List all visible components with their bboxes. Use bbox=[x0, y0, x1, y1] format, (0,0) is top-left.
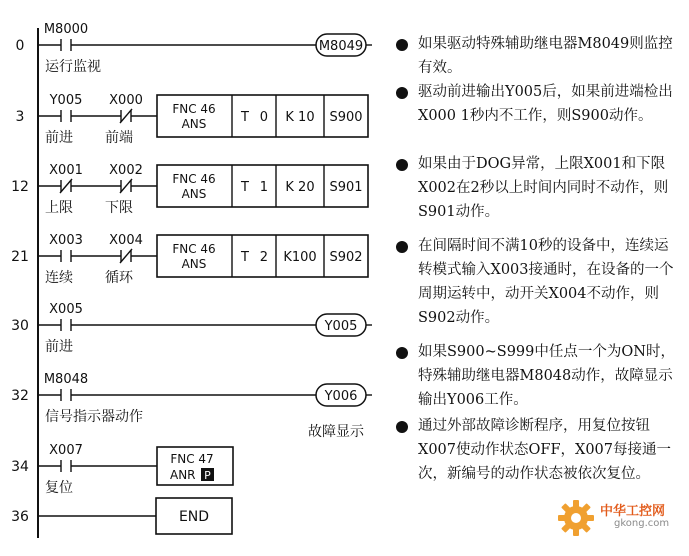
pulse-flag: P bbox=[204, 469, 211, 482]
bullet-icon bbox=[396, 87, 408, 99]
k-constant: K 20 bbox=[285, 180, 315, 195]
contact-label: 复位 bbox=[45, 480, 73, 496]
contact-X004 bbox=[105, 233, 143, 286]
contact-name: Y005 bbox=[49, 93, 83, 108]
fnc-mnemonic: ANS bbox=[181, 257, 207, 271]
contact-label: 运行监视 bbox=[45, 59, 101, 75]
k-constant: K100 bbox=[283, 250, 317, 265]
contact-label: 前端 bbox=[105, 130, 133, 146]
contact-name: X001 bbox=[49, 163, 83, 178]
state-number: S901 bbox=[329, 180, 363, 195]
step-number: 36 bbox=[11, 509, 29, 525]
rung-21 bbox=[11, 233, 368, 286]
step-number: 12 bbox=[11, 179, 29, 195]
contact-label: 信号指示器动作 bbox=[45, 409, 143, 425]
note-item bbox=[396, 32, 681, 80]
step-number: 3 bbox=[15, 109, 25, 125]
fnc-number: FNC 46 bbox=[172, 172, 216, 186]
contact-label: 上限 bbox=[45, 200, 73, 216]
timer-number: 0 bbox=[259, 110, 268, 125]
ans-instruction-block bbox=[157, 235, 368, 277]
nc-slash bbox=[60, 179, 72, 193]
contact-X007 bbox=[45, 443, 83, 496]
contact-name: X004 bbox=[109, 233, 143, 248]
rung-34 bbox=[11, 443, 233, 496]
coil-name: Y006 bbox=[324, 389, 358, 404]
note-text: 如果由于DOG异常，上限X001和下限X002在2秒以上时间内同时不动作，则S901动作。 bbox=[418, 156, 669, 220]
rung-30 bbox=[11, 302, 372, 355]
contact-name: X002 bbox=[109, 163, 143, 178]
contact-X000 bbox=[105, 93, 143, 146]
rung-0 bbox=[16, 22, 372, 75]
contact-name: X005 bbox=[49, 302, 83, 317]
contact-M8000 bbox=[44, 22, 101, 75]
contact-name: X007 bbox=[49, 443, 83, 458]
timer-label: T bbox=[241, 110, 249, 125]
contact-X003 bbox=[45, 233, 83, 286]
rung-12 bbox=[11, 163, 368, 216]
bullet-icon bbox=[396, 347, 408, 359]
contact-Y005 bbox=[45, 93, 82, 146]
coil-name: Y005 bbox=[324, 319, 358, 334]
contact-X001 bbox=[45, 163, 83, 216]
watermark bbox=[556, 494, 686, 552]
contact-label: 下限 bbox=[105, 200, 133, 216]
step-number: 0 bbox=[15, 38, 25, 54]
note-text: 通过外部故障诊断程序，用复位按钮X007使动作状态OFF，X007每接通一次，新编号的动作状态被依次复位。 bbox=[418, 418, 672, 482]
fnc-number: FNC 46 bbox=[172, 242, 216, 256]
rung-36 bbox=[11, 498, 232, 534]
bullet-icon bbox=[396, 159, 408, 171]
contact-label: 前进 bbox=[45, 130, 73, 146]
timer-number: 2 bbox=[259, 250, 268, 265]
fnc-mnemonic: ANS bbox=[181, 117, 207, 131]
timer-label: T bbox=[241, 180, 249, 195]
rung-3 bbox=[16, 93, 368, 146]
timer-label: T bbox=[241, 250, 249, 265]
k-constant: K 10 bbox=[285, 110, 315, 125]
watermark-name: 中华工控网 bbox=[600, 504, 666, 519]
step-number: 34 bbox=[11, 459, 29, 475]
contact-label: 连续 bbox=[45, 270, 73, 286]
note-text: 在间隔时间不满10秒的设备中，连续运转模式输入X003接通时，在设备的一个周期运转中，动开关X004不动作，则S902动作。 bbox=[418, 238, 674, 326]
note-item bbox=[396, 234, 681, 330]
note-text: 如果驱动特殊辅助继电器M8049则监控有效。 bbox=[418, 36, 673, 76]
coil-label: 故障显示 bbox=[308, 424, 364, 440]
end-instruction-label: END bbox=[178, 509, 210, 525]
note-text: 如果S900~S999中任点一个为ON时，特殊辅助继电器M8048动作，故障显示输出Y006工作。 bbox=[418, 344, 675, 408]
note-item bbox=[396, 414, 681, 486]
contact-label: 前进 bbox=[45, 339, 73, 355]
timer-number: 1 bbox=[259, 180, 268, 195]
contact-X002 bbox=[105, 163, 143, 216]
fnc-mnemonic: ANR bbox=[170, 468, 196, 482]
bullet-icon bbox=[396, 421, 408, 433]
anr-instruction-block bbox=[157, 447, 233, 485]
step-number: 32 bbox=[11, 388, 29, 404]
note-text: 驱动前进输出Y005后，如果前进端检出X000 1秒内不工作，则S900动作。 bbox=[418, 84, 673, 124]
contact-name: M8048 bbox=[43, 372, 89, 387]
note-item bbox=[396, 80, 681, 128]
fnc-number: FNC 46 bbox=[172, 102, 216, 116]
contact-name: X003 bbox=[49, 233, 83, 248]
coil-name: M8049 bbox=[318, 39, 364, 54]
state-number: S902 bbox=[329, 250, 363, 265]
bullet-icon bbox=[396, 39, 408, 51]
fnc-number: FNC 47 bbox=[170, 452, 214, 466]
rung-32 bbox=[11, 372, 372, 440]
ans-instruction-block bbox=[157, 95, 368, 137]
bullet-icon bbox=[396, 241, 408, 253]
nc-slash bbox=[120, 109, 132, 123]
contact-M8048 bbox=[44, 372, 143, 425]
contact-X005 bbox=[45, 302, 83, 355]
ans-instruction-block bbox=[157, 165, 368, 207]
state-number: S900 bbox=[329, 110, 363, 125]
gear-icon bbox=[556, 498, 596, 538]
contact-label: 循环 bbox=[105, 270, 133, 286]
nc-slash bbox=[120, 249, 132, 263]
contact-name: M8000 bbox=[43, 22, 89, 37]
fnc-mnemonic: ANS bbox=[181, 187, 207, 201]
note-item bbox=[396, 340, 681, 412]
step-number: 21 bbox=[11, 249, 29, 265]
step-number: 30 bbox=[11, 318, 29, 334]
nc-slash bbox=[120, 179, 132, 193]
note-item bbox=[396, 152, 681, 224]
contact-name: X000 bbox=[109, 93, 143, 108]
watermark-url: gkong.com bbox=[614, 518, 670, 529]
